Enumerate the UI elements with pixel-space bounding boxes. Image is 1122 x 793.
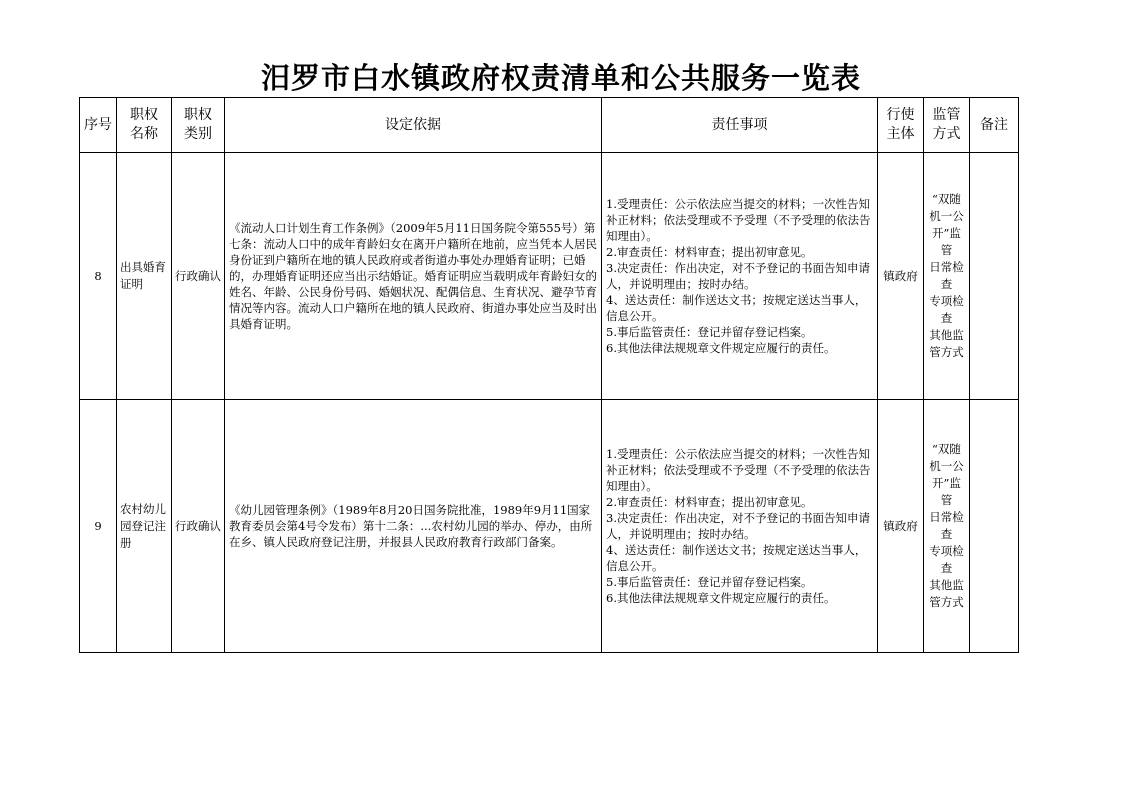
- supervision-item: 日常检查: [929, 260, 964, 291]
- responsibility-item: 4、送达责任：制作送达文书；按规定送达当事人，信息公开。: [606, 543, 867, 573]
- responsibility-item: 5.事后监管责任：登记并留存登记档案。: [606, 325, 813, 339]
- header-remark: 备注: [970, 98, 1019, 153]
- cell-category: 行政确认: [172, 400, 225, 653]
- table-row: [80, 400, 1019, 653]
- supervision-item: 日常检查: [929, 510, 964, 541]
- power-list-table: [79, 97, 1019, 653]
- header-seq: 序号: [80, 98, 117, 153]
- responsibility-item: 1.受理责任：公示依法应当提交的材料；一次性告知补正材料；依法受理或不予受理（不予受理的依法告知理由）。: [606, 197, 871, 243]
- cell-subject: 镇政府: [878, 153, 924, 400]
- page-title: 汨罗市白水镇政府权责清单和公共服务一览表: [260, 61, 861, 95]
- cell-subject: 镇政府: [878, 400, 924, 653]
- responsibility-item: 3.决定责任：作出决定，对不予登记的书面告知申请人，并说明理由；按时办结。: [606, 511, 870, 541]
- responsibility-item: 1.受理责任：公示依法应当提交的材料；一次性告知补正材料；依法受理或不予受理（不予受理的依法告知理由）。: [606, 447, 871, 493]
- responsibility-item: 6.其他法律法规规章文件规定应履行的责任。: [606, 591, 836, 605]
- header-basis: 设定依据: [225, 98, 602, 153]
- supervision-item: 其他监管方式: [929, 328, 964, 359]
- header-responsibility: 责任事项: [602, 98, 878, 153]
- cell-basis: 《幼儿园管理条例》（1989年8月20日国务院批准，1989年9月11国家教育委员会第4号令发布）第十二条：...农村幼儿园的举办、停办，由所在乡、镇人民政府登记注册，并报县人民政府教育行政部门备案。: [225, 400, 602, 653]
- cell-remark: [970, 400, 1019, 653]
- responsibility-item: 3.决定责任：作出决定，对不予登记的书面告知申请人，并说明理由；按时办结。: [606, 261, 870, 291]
- cell-seq: 8: [80, 153, 117, 400]
- table-row: [80, 153, 1019, 400]
- table-header-row: [80, 98, 1019, 153]
- cell-responsibility: [602, 153, 878, 400]
- header-name: 职权名称: [117, 98, 172, 153]
- cell-name: 出具婚育证明: [117, 153, 172, 400]
- header-supervision: 监管方式: [924, 98, 970, 153]
- supervision-item: 其他监管方式: [929, 578, 964, 609]
- cell-category: 行政确认: [172, 153, 225, 400]
- responsibility-item: 2.审查责任：材料审查；提出初审意见。: [606, 495, 813, 509]
- cell-supervision: [924, 153, 970, 400]
- responsibility-item: 2.审查责任：材料审查；提出初审意见。: [606, 245, 813, 259]
- cell-remark: [970, 153, 1019, 400]
- supervision-item: 专项检查: [929, 544, 964, 575]
- header-subject: 行使主体: [878, 98, 924, 153]
- supervision-item: 专项检查: [929, 294, 964, 325]
- responsibility-item: 4、送达责任：制作送达文书；按规定送达当事人，信息公开。: [606, 293, 867, 323]
- cell-responsibility: [602, 400, 878, 653]
- responsibility-item: 6.其他法律法规规章文件规定应履行的责任。: [606, 341, 836, 355]
- cell-seq: 9: [80, 400, 117, 653]
- cell-name: 农村幼儿园登记注册: [117, 400, 172, 653]
- supervision-item: “双随机一公开”监管: [929, 442, 964, 507]
- cell-basis: 《流动人口计划生育工作条例》（2009年5月11日国务院令第555号）第七条：流动人口中的成年育龄妇女在离开户籍所在地前，应当凭本人居民身份证到户籍所在地的镇人民政府或者街道办事处办理婚育证明；已婚的，办理婚育证明还应当出示结婚证。婚育证明应当载明成年育龄妇女的姓名、年龄、公民身份号码、婚姻状况、配偶信息、生育状况、避孕节育情况等内容。流动人口户籍所在地的镇人民政府、街道办事处应当及时出具婚育证明。: [225, 153, 602, 400]
- header-category: 职权类别: [172, 98, 225, 153]
- responsibility-item: 5.事后监管责任：登记并留存登记档案。: [606, 575, 813, 589]
- supervision-item: “双随机一公开”监管: [929, 192, 964, 257]
- cell-supervision: [924, 400, 970, 653]
